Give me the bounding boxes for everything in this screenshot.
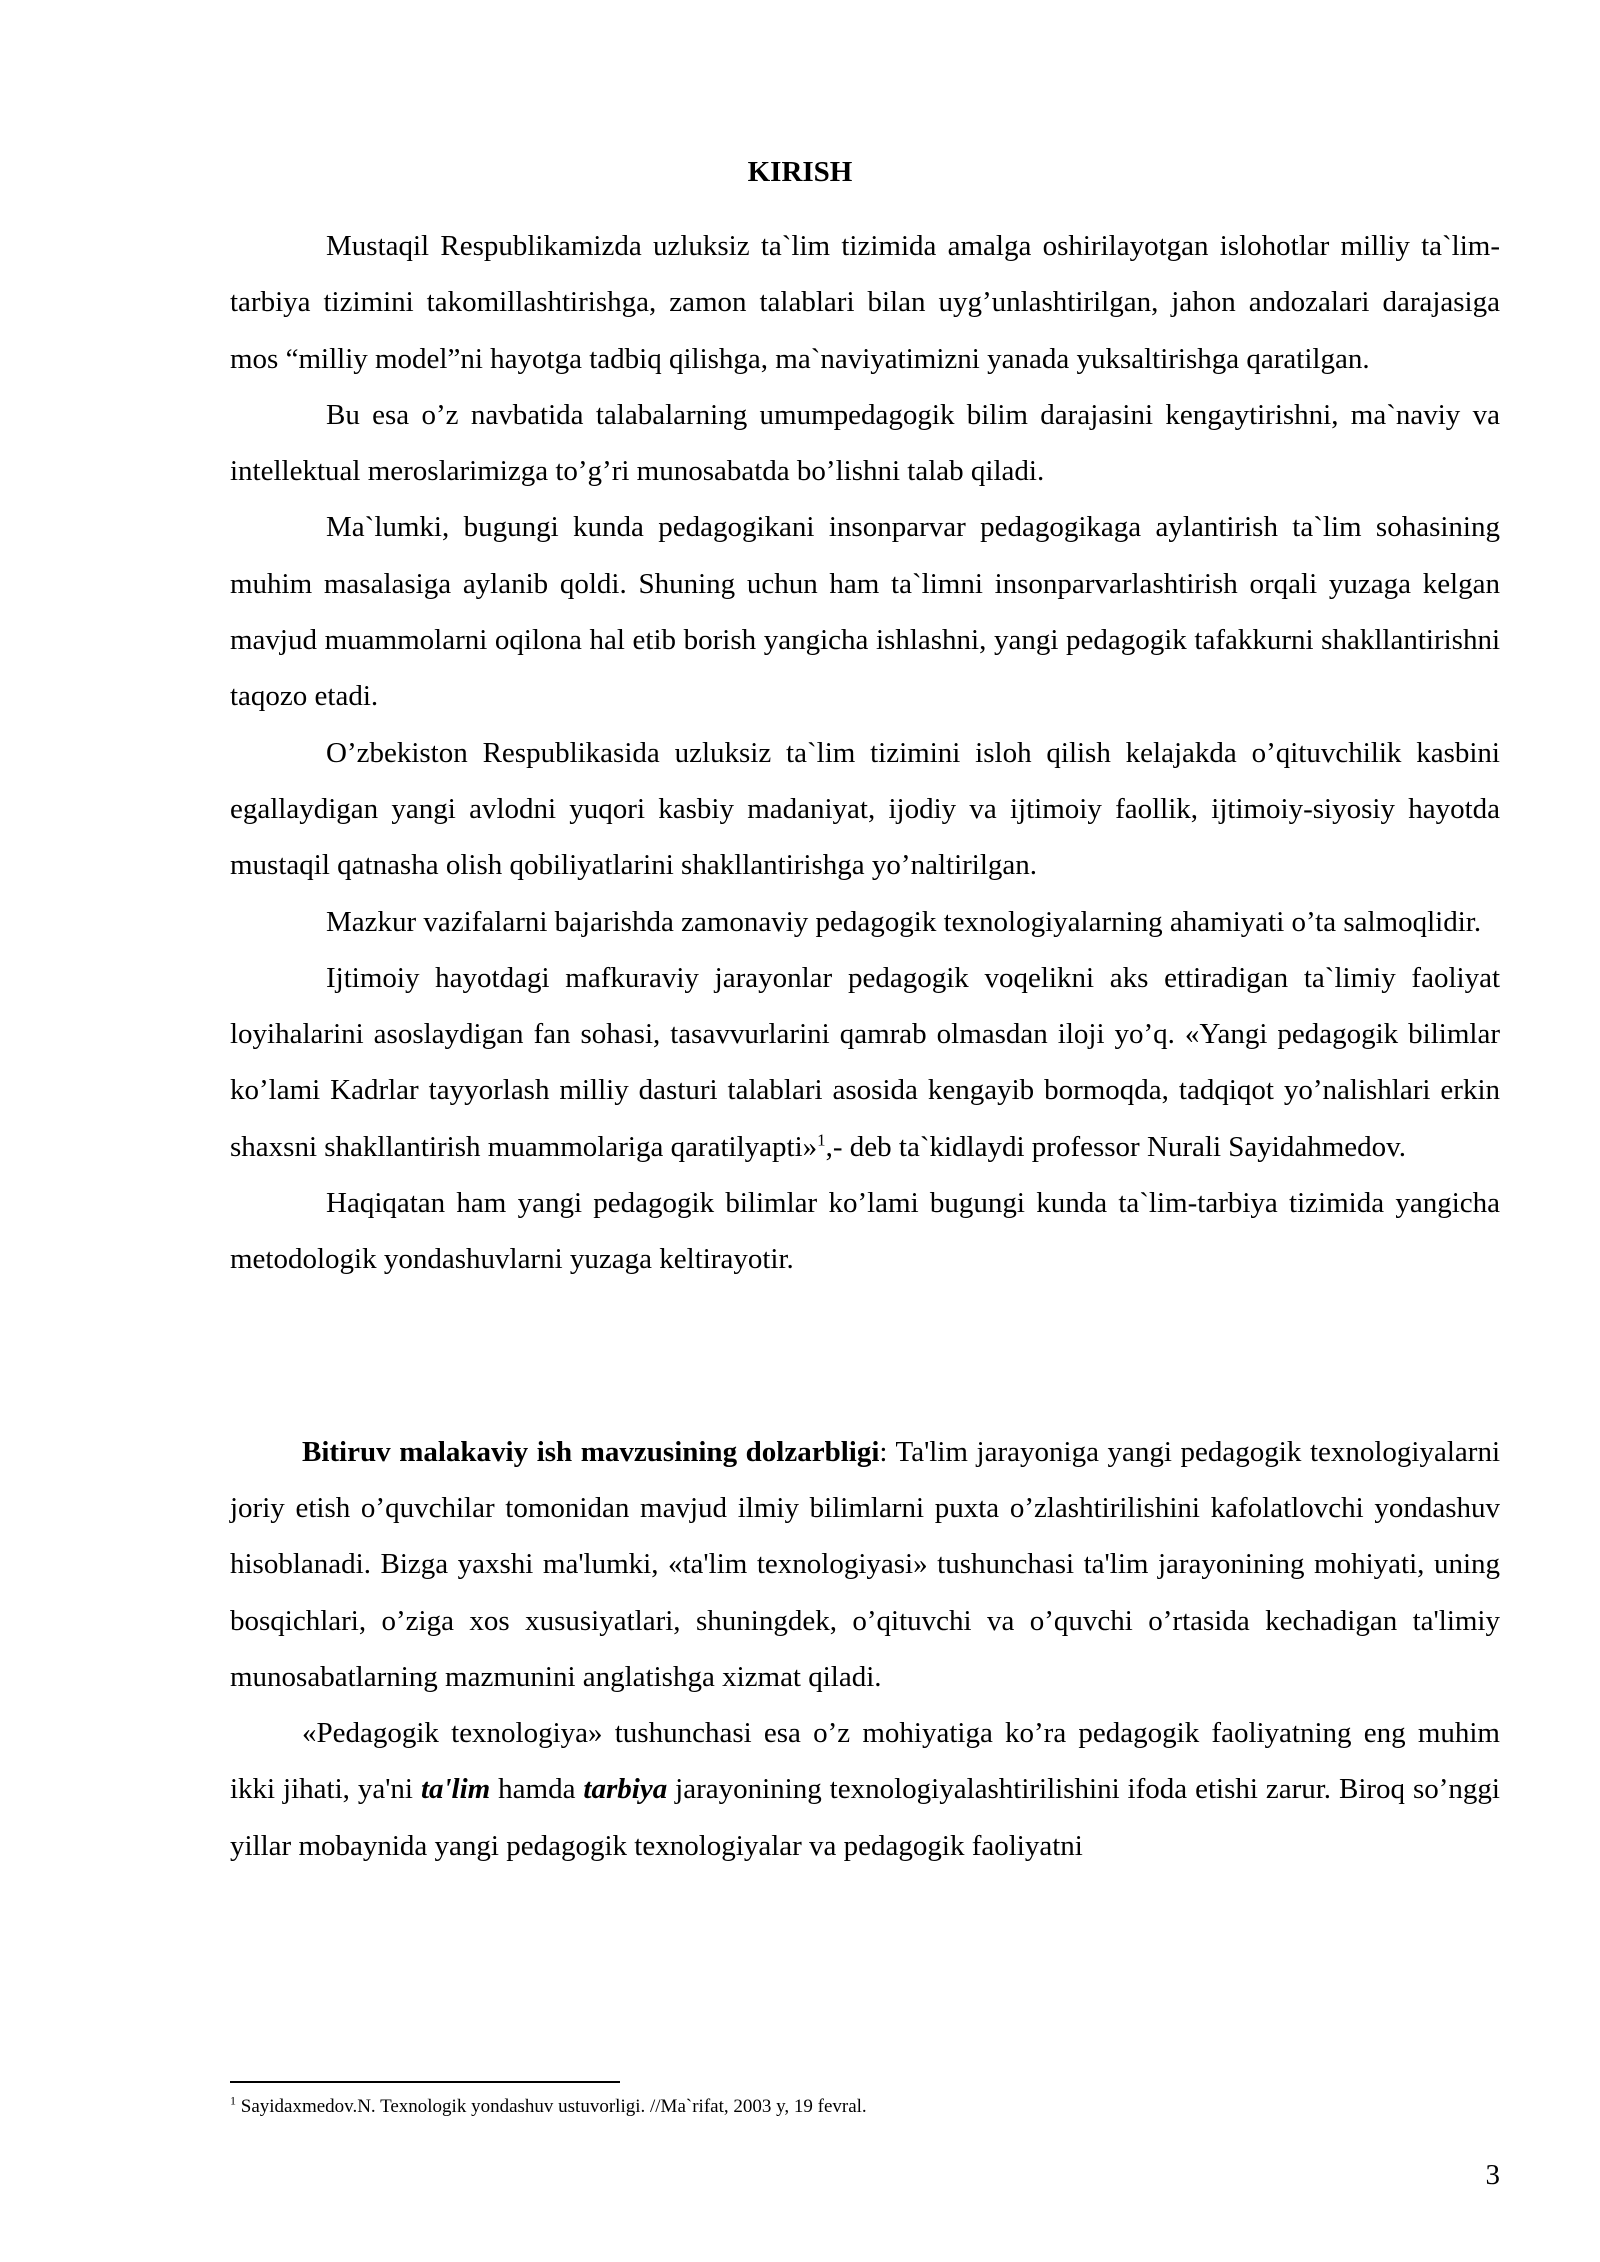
footnote-mark: 1 — [230, 2093, 236, 2108]
page-number: 3 — [1485, 2159, 1500, 2191]
footnote — [230, 2093, 1500, 2121]
paragraph-text: hamda — [490, 1773, 584, 1806]
paragraph: Mustaqil Respublikamizda uzluksiz ta`lim tizimida amalga oshirilayotgan islohotlar milliy ta`lim-tarbiya tizimini takomillashtirishga, zamon talablari bilan uyg’unlashtirilgan, jahon andozalari darajasiga mos “milliy model”ni hayotga tadbiq qilishga, ma`naviyatimizni yanada yuksaltirishga qaratilgan. — [230, 230, 1500, 375]
quote-attribution: ,- deb ta`kidlaydi professor Nurali Sayidahmedov. — [825, 1130, 1407, 1163]
paragraph: Haqiqatan ham yangi pedagogik bilimlar ko’lami bugungi kunda ta`lim-tarbiya tizimida yangicha metodologik yondashuvlarni yuzaga keltirayotir. — [230, 1187, 1500, 1276]
document-body — [230, 218, 1500, 1874]
footnote-reference[interactable]: 1 — [817, 1130, 826, 1150]
relevance-label: Bitiruv malakaviy ish mavzusining dolzarbligi — [302, 1435, 880, 1468]
page-title: KIRISH — [747, 156, 853, 188]
footnote-divider — [230, 2081, 620, 2083]
paragraph — [230, 1705, 1500, 1874]
paragraph: O’zbekiston Respublikasida uzluksiz ta`lim tizimini isloh qilish kelajakda o’qituvchilik kasbini egallaydigan yangi avlodni yuqori kasbiy madaniyat, ijodiy va ijtimoiy faollik, ijtimoiy-siyosiy hayotda mustaqil qatnasha olish qobiliyatlarini shakllantirishga yo’naltirilgan. — [230, 736, 1500, 882]
paragraph: Bu esa o’z navbatida talabalarning umumpedagogik bilim darajasini kengaytirishni, ma`naviy va intellektual meroslarimizga to’g’ri munosabatda bo’lishni talab qiladi. — [230, 398, 1500, 488]
paragraph-text: «Pedagogik texnologiya» tushunchasi esa o’z mohiyatiga ko’ra pedagogik faoliyatning eng muhim ikki jihati, ya'ni — [230, 1717, 1500, 1806]
relevance-paragraph — [230, 1424, 1500, 1705]
quote-text: Ijtimoiy hayotdagi mafkuraviy jarayonlar pedagogik voqelikni aks ettiradigan ta`limiy faoliyat loyihalarini asoslaydigan fan sohasi, tasavvurlarini qamrab olmasdan iloji yo’q. «Yangi pedagogik bilimlar ko’lami Kadrlar tayyorlash milliy dasturi talablari asosida kengayib bormoqda, tadqiqot yo’nalishlari erkin shaxsni shakllantirish muammolariga qaratilyapti» — [230, 961, 1500, 1163]
footnote-text: Sayidaxmedov.N. Texnologik yondashuv ustuvorligi. //Ma`rifat, 2003 y, 19 fevral. — [236, 2096, 867, 2117]
section-spacer — [230, 1288, 1500, 1424]
emphasis-tarbiya: tarbiya — [583, 1773, 668, 1806]
emphasis-talim: ta'lim — [420, 1773, 491, 1806]
paragraph-text: jarayonining texnologiyalashtirilishini ifoda etishi zarur. Biroq so’nggi yillar mobaynida yangi pedagogik texnologiyalar va pedagogik faoliyatni — [230, 1773, 1500, 1862]
quote-paragraph — [230, 950, 1500, 1175]
paragraph: Ma`lumki, bugungi kunda pedagogikani insonparvar pedagogikaga aylantirish ta`lim sohasining muhim masalasiga aylanib qoldi. Shuning uchun ham ta`limni insonparvarlashtirish orqali yuzaga kelgan mavjud muammolarni oqilona hal etib borish yangicha ishlashni, yangi pedagogik tafakkurni shakllantirishni taqozo etadi. — [230, 511, 1500, 713]
relevance-text: : Ta'lim jarayoniga yangi pedagogik texnologiyalarni joriy etish o’quvchilar tomonidan mavjud ilmiy bilimlarni puxta o’zlashtirilishini kafolatlovchi yondashuv hisoblanadi. Bizga yaxshi ma'lumki, «ta'lim texnologiyasi» tushunchasi ta'lim jarayonining mohiyati, uning bosqichlari, o’ziga xos xususiyatlari, shuningdek, o’qituvchi va o’quvchi o’rtasida kechadigan ta'limiy munosabatlarning mazmunini anglatishga xizmat qiladi. — [230, 1435, 1500, 1693]
paragraph: Mazkur vazifalarni bajarishda zamonaviy pedagogik texnologiyalarning ahamiyati o’ta salmoqlidir. — [326, 905, 1482, 938]
